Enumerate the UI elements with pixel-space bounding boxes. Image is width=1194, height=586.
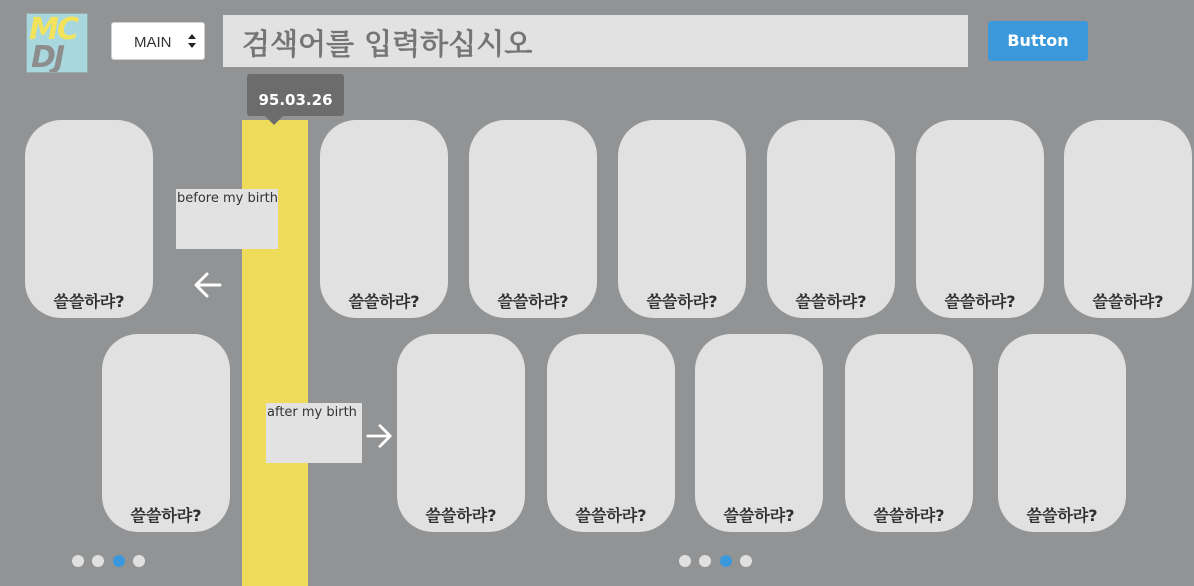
card-caption: 쓸쓸하랴? [723, 506, 795, 525]
photo-card[interactable] [767, 120, 895, 318]
after-birth-label: after my birth [266, 403, 362, 463]
card-caption: 쓸쓸하랴? [53, 292, 125, 311]
card-caption: 쓸쓸하랴? [575, 506, 647, 525]
pagination-dot[interactable] [740, 555, 752, 567]
card-caption: 쓸쓸하랴? [497, 292, 569, 311]
search-input[interactable] [223, 15, 968, 67]
photo-card[interactable] [102, 334, 230, 532]
photo-card[interactable] [1064, 120, 1192, 318]
select-updown-icon [187, 30, 197, 52]
card-caption: 쓸쓸하랴? [873, 506, 945, 525]
card-caption: 쓸쓸하랴? [130, 506, 202, 525]
photo-card[interactable] [25, 120, 153, 318]
primary-button[interactable]: Button [988, 21, 1088, 61]
photo-card[interactable] [320, 120, 448, 318]
logo-text-top: MC [29, 13, 77, 47]
photo-card[interactable] [618, 120, 746, 318]
category-select-value: MAIN [134, 34, 172, 51]
before-birth-label: before my birth [176, 189, 278, 249]
arrow-left-icon[interactable] [192, 269, 224, 301]
date-tooltip: 95.03.26 [247, 74, 344, 116]
pagination-dot[interactable] [92, 555, 104, 567]
pagination-dot[interactable] [699, 555, 711, 567]
photo-card[interactable] [998, 334, 1126, 532]
card-caption: 쓸쓸하랴? [348, 292, 420, 311]
photo-card[interactable] [547, 334, 675, 532]
photo-card[interactable] [397, 334, 525, 532]
card-caption: 쓸쓸하랴? [1026, 506, 1098, 525]
photo-card[interactable] [916, 120, 1044, 318]
card-caption: 쓸쓸하랴? [425, 506, 497, 525]
arrow-right-icon[interactable] [364, 421, 394, 451]
pagination-dot-active[interactable] [720, 555, 732, 567]
photo-card[interactable] [695, 334, 823, 532]
pagination-dot[interactable] [72, 555, 84, 567]
pagination-dot[interactable] [133, 555, 145, 567]
logo [26, 13, 88, 73]
pagination-dot-active[interactable] [113, 555, 125, 567]
pagination-dot[interactable] [679, 555, 691, 567]
card-caption: 쓸쓸하랴? [646, 292, 718, 311]
photo-card[interactable] [845, 334, 973, 532]
category-select[interactable] [111, 22, 205, 60]
tooltip-caret [265, 116, 283, 125]
card-caption: 쓸쓸하랴? [1092, 292, 1164, 311]
photo-card[interactable] [469, 120, 597, 318]
logo-text-bottom: DJ [31, 40, 64, 73]
card-caption: 쓸쓸하랴? [795, 292, 867, 311]
card-caption: 쓸쓸하랴? [944, 292, 1016, 311]
